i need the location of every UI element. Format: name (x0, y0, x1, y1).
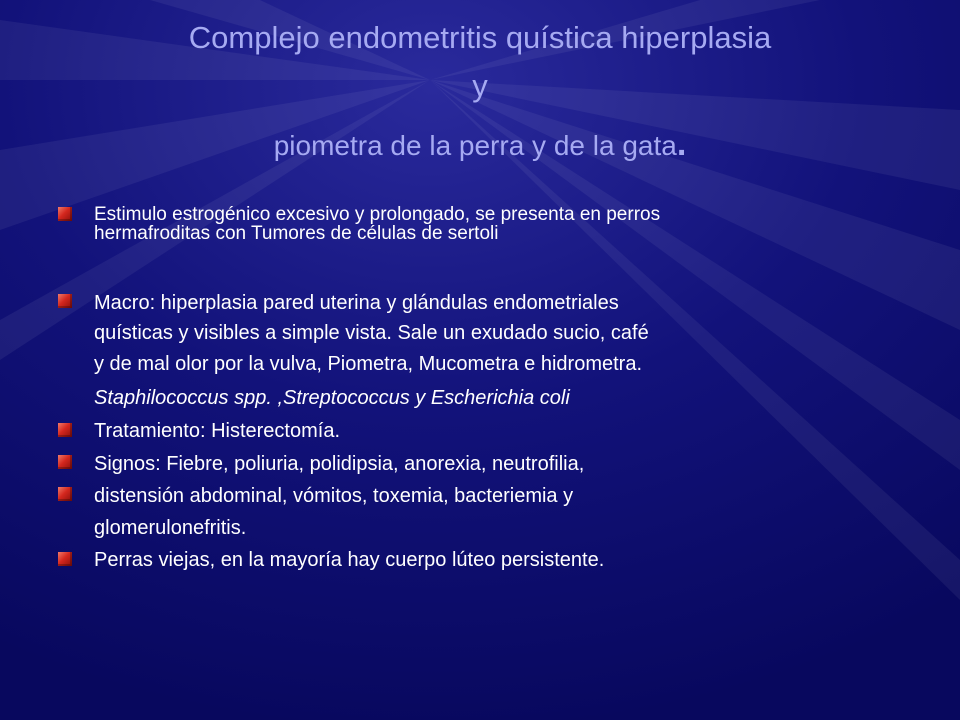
red-square-bullet-icon (58, 487, 72, 501)
title-line-1: Complejo endometritis quística hiperplasia (188, 20, 772, 55)
bullet-2-line-3: y de mal olor por la vulva, Piometra, Mucometra e hidrometra. (94, 353, 642, 375)
title-line-3-text: piometra de la perra y de la gata (273, 130, 677, 161)
bullet-6-line-1: Perras viejas, en la mayoría hay cuerpo lúteo persistente. (94, 549, 605, 571)
bullet-5-line-1: distensión abdominal, vómitos, toxemia, bacteriemia y (94, 485, 574, 507)
bullet-3-line-1: Tratamiento: Histerectomía. (94, 420, 341, 442)
bullet-2-species-line: Staphilococcus spp. ,Streptococcus y Escherichia coli (94, 387, 570, 409)
bullet-5-line-2: glomerulonefritis. (94, 517, 247, 539)
red-square-bullet-icon (58, 294, 72, 308)
title-line-2: y (472, 68, 488, 103)
bullet-2-line-2: quísticas y visibles a simple vista. Sale un exudado sucio, café (94, 322, 649, 344)
red-square-bullet-icon (58, 455, 72, 469)
title-period: . (676, 125, 687, 163)
red-square-bullet-icon (58, 552, 72, 566)
title-line-3 (0, 124, 960, 166)
bullet-4-line-1: Signos: Fiebre, poliuria, polidipsia, anorexia, neutrofilia, (94, 453, 585, 475)
bullet-1-line-2: hermafroditas con Tumores de células de sertoli (94, 223, 499, 244)
red-square-bullet-icon (58, 423, 72, 437)
red-square-bullet-icon (58, 207, 72, 221)
bullet-1-line-1: Estimulo estrogénico excesivo y prolongado, se presenta en perros (94, 204, 661, 225)
bullet-2-line-1: Macro: hiperplasia pared uterina y glándulas endometriales (94, 292, 619, 314)
